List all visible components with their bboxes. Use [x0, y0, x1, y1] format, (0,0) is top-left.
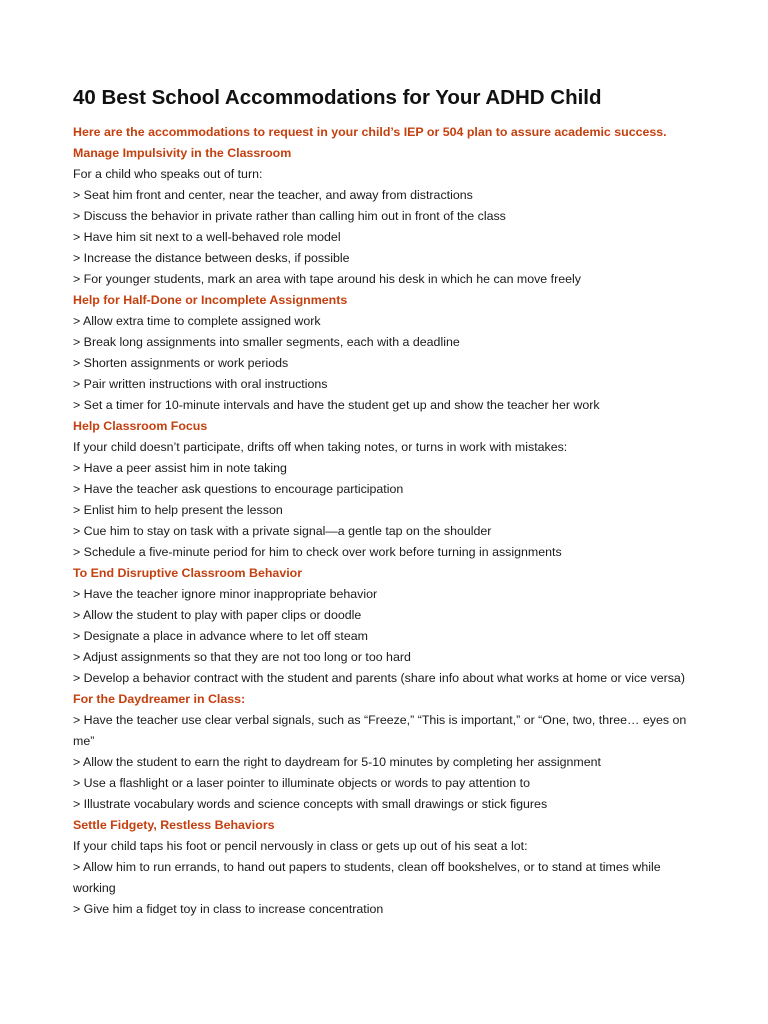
section-heading: Help Classroom Focus — [73, 419, 208, 433]
list-item: > Have the teacher ignore minor inappropriate behavior — [73, 587, 378, 601]
list-item: > Have a peer assist him in note taking — [73, 461, 287, 475]
list-item: > Develop a behavior contract with the student and parents (share info about what works at home or vice versa) — [73, 671, 685, 685]
list-item: > Have the teacher use clear verbal signals, such as “Freeze,” “This is important,” or “One, two, three… eyes on me” — [73, 713, 687, 748]
section-lead: If your child doesn’t participate, drifts off when taking notes, or turns in work with mistakes: — [73, 440, 568, 454]
section-heading: Settle Fidgety, Restless Behaviors — [73, 818, 275, 832]
list-item: > Pair written instructions with oral instructions — [73, 377, 328, 391]
list-item: > Allow him to run errands, to hand out papers to students, clean off bookshelves, or to stand at times while working — [73, 860, 661, 895]
list-item: > Shorten assignments or work periods — [73, 356, 289, 370]
section-heading: Manage Impulsivity in the Classroom — [73, 146, 292, 160]
list-item: > Seat him front and center, near the teacher, and away from distractions — [73, 188, 473, 202]
list-item: > Have the teacher ask questions to encourage participation — [73, 482, 404, 496]
section-heading: Help for Half-Done or Incomplete Assignments — [73, 293, 348, 307]
list-item: > Allow the student to play with paper clips or doodle — [73, 608, 362, 622]
list-item: > For younger students, mark an area with tape around his desk in which he can move freely — [73, 272, 581, 286]
document-body — [73, 122, 698, 920]
section-lead: If your child taps his foot or pencil nervously in class or gets up out of his seat a lot: — [73, 839, 528, 853]
list-item: > Allow the student to earn the right to daydream for 5-10 minutes by completing her assignment — [73, 755, 601, 769]
list-item: > Designate a place in advance where to let off steam — [73, 629, 368, 643]
list-item: > Break long assignments into smaller segments, each with a deadline — [73, 335, 460, 349]
list-item: > Schedule a five-minute period for him to check over work before turning in assignments — [73, 545, 562, 559]
list-item: > Illustrate vocabulary words and science concepts with small drawings or stick figures — [73, 797, 548, 811]
section-heading: To End Disruptive Classroom Behavior — [73, 566, 303, 580]
section-heading: For the Daydreamer in Class: — [73, 692, 246, 706]
list-item: > Set a timer for 10-minute intervals and have the student get up and show the teacher her work — [73, 398, 600, 412]
intro-text: Here are the accommodations to request in your child’s IEP or 504 plan to assure academic success. — [73, 125, 667, 139]
section-lead: For a child who speaks out of turn: — [73, 167, 263, 181]
list-item: > Discuss the behavior in private rather than calling him out in front of the class — [73, 209, 506, 223]
list-item: > Enlist him to help present the lesson — [73, 503, 283, 517]
list-item: > Increase the distance between desks, if possible — [73, 251, 350, 265]
list-item: > Cue him to stay on task with a private signal—a gentle tap on the shoulder — [73, 524, 492, 538]
page-title: 40 Best School Accommodations for Your ADHD Child — [73, 86, 602, 109]
list-item: > Use a flashlight or a laser pointer to illuminate objects or words to pay attention to — [73, 776, 530, 790]
list-item: > Have him sit next to a well-behaved role model — [73, 230, 341, 244]
list-item: > Adjust assignments so that they are not too long or too hard — [73, 650, 411, 664]
list-item: > Give him a fidget toy in class to increase concentration — [73, 902, 384, 916]
list-item: > Allow extra time to complete assigned work — [73, 314, 321, 328]
